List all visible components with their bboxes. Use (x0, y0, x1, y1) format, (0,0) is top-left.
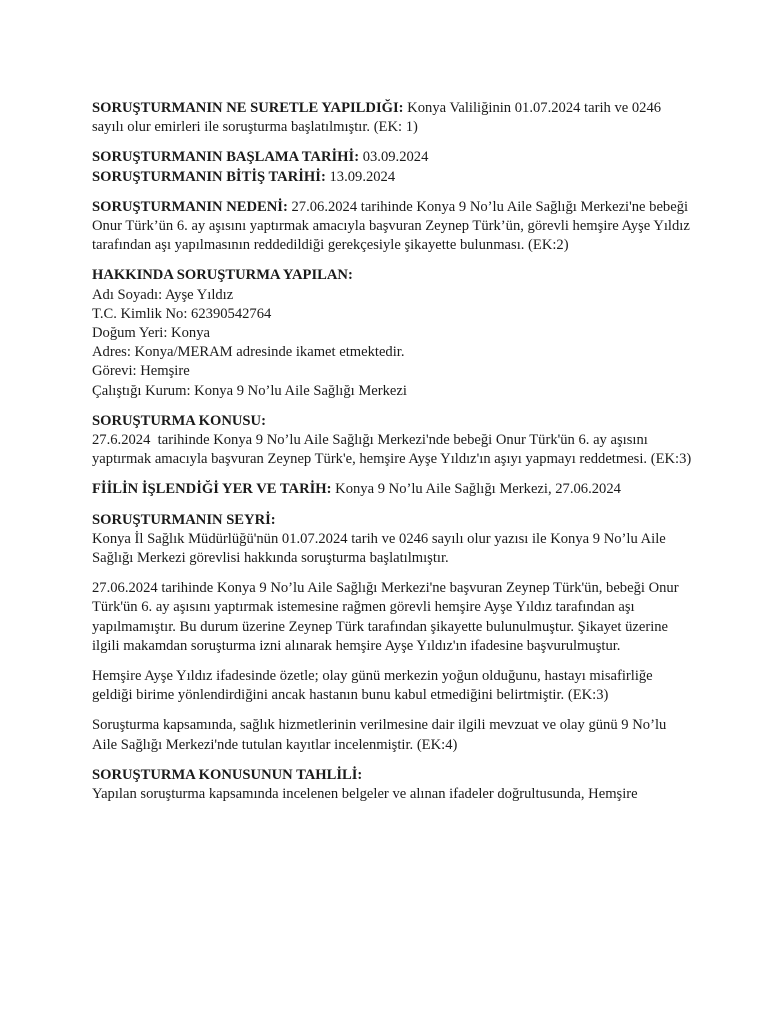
place-date-label: FİİLİN İŞLENDİĞİ YER VE TARİH: (92, 481, 332, 498)
section-subject-person (92, 266, 692, 400)
section-method-label: SORUŞTURMANIN NE SURETLE YAPILDIĞI: (92, 100, 404, 116)
subject-id-number: T.C. Kimlik No: 62390542764 (92, 305, 272, 322)
section-method-text: Konya Valiliğinin 01.07.2024 tarih ve 0246 sayılı olur emirleri ile soruşturma başlatılmıştır. (EK: 1) (92, 100, 662, 136)
start-date-label: SORUŞTURMANIN BAŞLAMA TARİHİ: (92, 149, 360, 166)
analysis-text: Yapılan soruşturma kapsamında incelenen belgeler ve alınan ifadeler doğrultusunda, Hemşire (92, 786, 638, 803)
end-date-label: SORUŞTURMANIN BİTİŞ TARİHİ: (92, 168, 326, 185)
analysis-heading: SORUŞTURMA KONUSUNUN TAHLİLİ: (92, 766, 363, 783)
place-date-value: Konya 9 No’lu Aile Sağlığı Merkezi, 27.06.2024 (331, 481, 621, 498)
start-date-value: 03.09.2024 (359, 149, 429, 166)
section-reason-text: 27.06.2024 tarihinde Konya 9 No’lu Aile Sağlığı Merkezi'ne bebeği Onur Türk’ün 6. ay aşısını yaptırmak amacıyla başvuran Zeynep Türk’ün, görevli hemşire Ayşe Yıldız tarafından aşı yapılmasının reddedildiği gerekçesiyle şikayette bulunması. (EK:2) (92, 198, 690, 254)
subject-duty: Görevi: Hemşire (92, 363, 190, 380)
section-topic (92, 412, 692, 470)
section-analysis (92, 766, 692, 804)
subject-address: Adres: Konya/MERAM adresinde ikamet etmektedir. (92, 344, 405, 361)
section-reason-label: SORUŞTURMANIN NEDENİ: (92, 198, 288, 215)
course-paragraph-4: Soruşturma kapsamında, sağlık hizmetlerinin verilmesine dair ilgili mevzuat ve olay günü 9 No’lu Aile Sağlığı Merkezi'nde tutulan kayıtlar incelenmiştir. (EK:4) (92, 717, 667, 753)
subject-person-heading: HAKKINDA SORUŞTURMA YAPILAN: (92, 267, 353, 284)
end-date-line (92, 168, 692, 187)
topic-heading: SORUŞTURMA KONUSU: (92, 412, 266, 429)
section-place-date (92, 480, 692, 499)
start-date-line (92, 148, 692, 167)
section-dates (92, 148, 692, 186)
subject-birthplace: Doğum Yeri: Konya (92, 325, 210, 342)
course-heading: SORUŞTURMANIN SEYRİ: (92, 511, 276, 528)
course-paragraph-2: 27.06.2024 tarihinde Konya 9 No’lu Aile Sağlığı Merkezi'ne başvuran Zeynep Türk'ün, bebeği Onur Türk'ün 6. ay aşısını yaptırmak istemesine rağmen görevli hemşire Ayşe Yıldız tarafından aşı yapılmamıştır. Bu durum üzerine Zeynep Türk tarafından şikayette bulunulmuştur. Şikayet üzerine ilgili makamdan soruşturma izni alınarak hemşire Ayşe Yıldız'ın ifadesine başvurulmuştur. (92, 580, 679, 654)
course-paragraph-3: Hemşire Ayşe Yıldız ifadesinde özetle; olay günü merkezin yoğun olduğunu, hastayı misafirliğe geldiği birime yönlendirdiğini ancak hastanın bunu kabul etmediğini belirtmiştir. (EK:3) (92, 668, 653, 704)
section-course (92, 511, 692, 569)
document-page (92, 99, 692, 815)
course-paragraph-1: Konya İl Sağlık Müdürlüğü'nün 01.07.2024 tarih ve 0246 sayılı olur yazısı ile Konya 9 No’lu Aile Sağlığı Merkezi görevlisi hakkında soruşturma başlatılmıştır. (92, 530, 666, 567)
subject-name: Adı Soyadı: Ayşe Yıldız (92, 286, 234, 303)
end-date-value: 13.09.2024 (325, 168, 396, 185)
section-reason (92, 198, 692, 256)
subject-institution: Çalıştığı Kurum: Konya 9 No’lu Aile Sağlığı Merkezi (92, 382, 407, 399)
topic-text: 27.6.2024 tarihinde Konya 9 No’lu Aile Sağlığı Merkezi'nde bebeği Onur Türk'ün 6. ay aşısını yaptırmak amacıyla başvuran Zeynep Türk'e, hemşire Ayşe Yıldız'ın aşıyı yapmayı reddetmesi. (EK:3) (92, 432, 692, 468)
section-method (92, 99, 692, 137)
